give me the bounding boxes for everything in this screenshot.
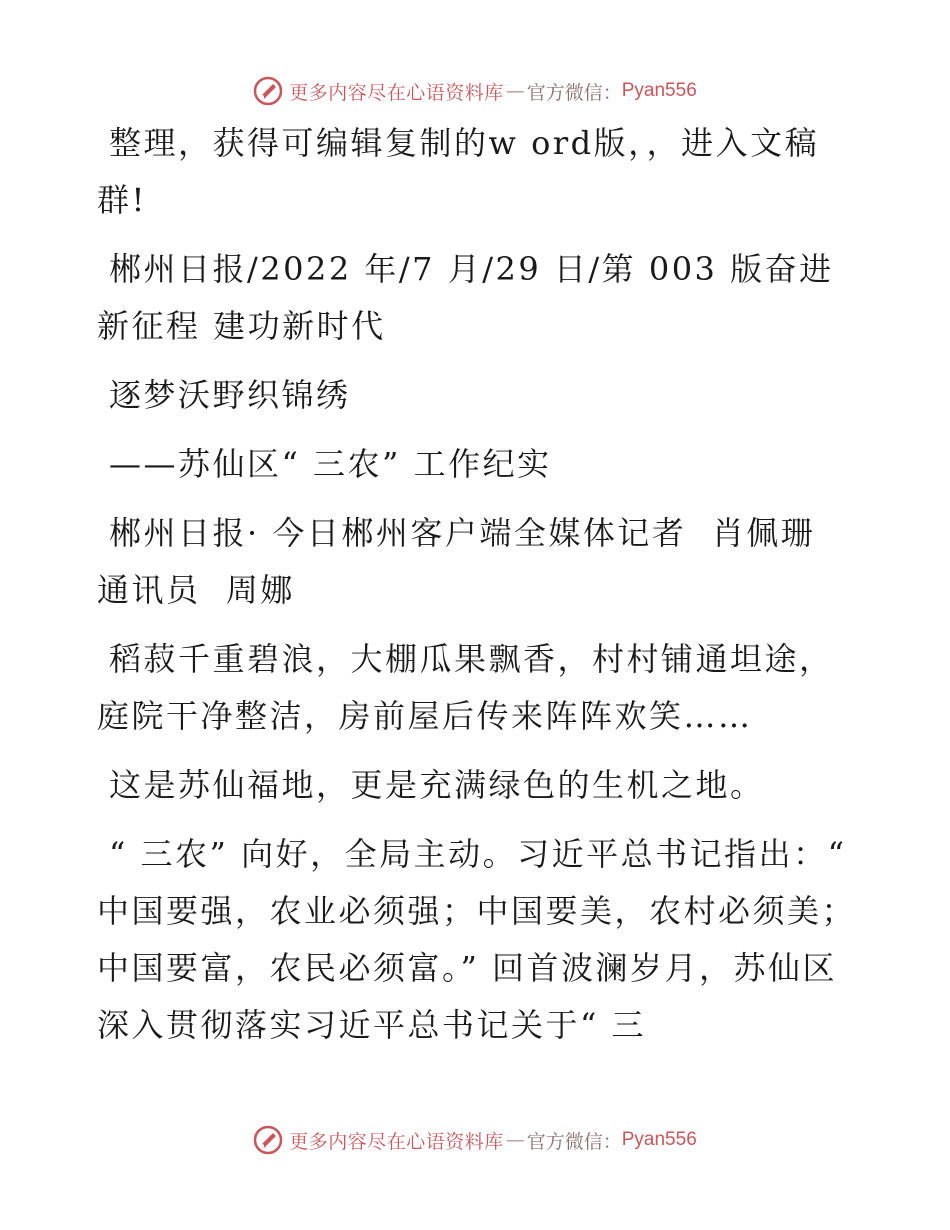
watermark-text: 更多内容尽在心语资料库	[289, 1130, 504, 1153]
paragraph-source: 郴州日报/2022 年/7 月/29 日/第 003 版奋进新征程 建功新时代	[97, 250, 834, 345]
watermark-dash: —	[505, 80, 525, 102]
watermark-footer	[0, 1120, 950, 1160]
logo-icon	[253, 76, 283, 106]
article-title: 逐梦沃野织锦绣	[109, 376, 351, 414]
paragraph-intro: 整理，获得可编辑复制的w ord版，，进入文稿群!	[97, 124, 820, 219]
watermark-wechat-id: Pyan556	[621, 1129, 697, 1150]
paragraph-body-1: 稻菽千重碧浪，大棚瓜果飘香，村村铺通坦途，庭院干净整洁，房前屋后传来阵阵欢笑……	[97, 640, 834, 735]
watermark-wechat-id: Pyan556	[621, 80, 697, 101]
watermark-text: 更多内容尽在心语资料库	[289, 81, 504, 104]
logo-icon	[253, 1125, 283, 1155]
article-byline: 郴州日报· 今日郴州客户端全媒体记者 肖佩珊 通讯员 周娜	[97, 514, 841, 609]
paragraph-body-3: “ 三农” 向好，全局主动。习近平总书记指出：“ 中国要强，农业必须强；中国要美，农村必须美；中国要富，农民必须富。” 回首波澜岁月，苏仙区深入贯彻落实习近平总书记关于“ 三	[97, 835, 860, 1044]
article-subtitle: ——苏仙区“ 三农” 工作纪实	[109, 445, 552, 483]
watermark-header	[0, 71, 950, 111]
document-body	[97, 115, 860, 1054]
watermark-official: 官方微信：	[526, 1130, 622, 1153]
watermark-official: 官方微信：	[526, 81, 622, 104]
watermark-dash: —	[505, 1129, 525, 1151]
paragraph-body-2: 这是苏仙福地，更是充满绿色的生机之地。	[109, 766, 765, 804]
